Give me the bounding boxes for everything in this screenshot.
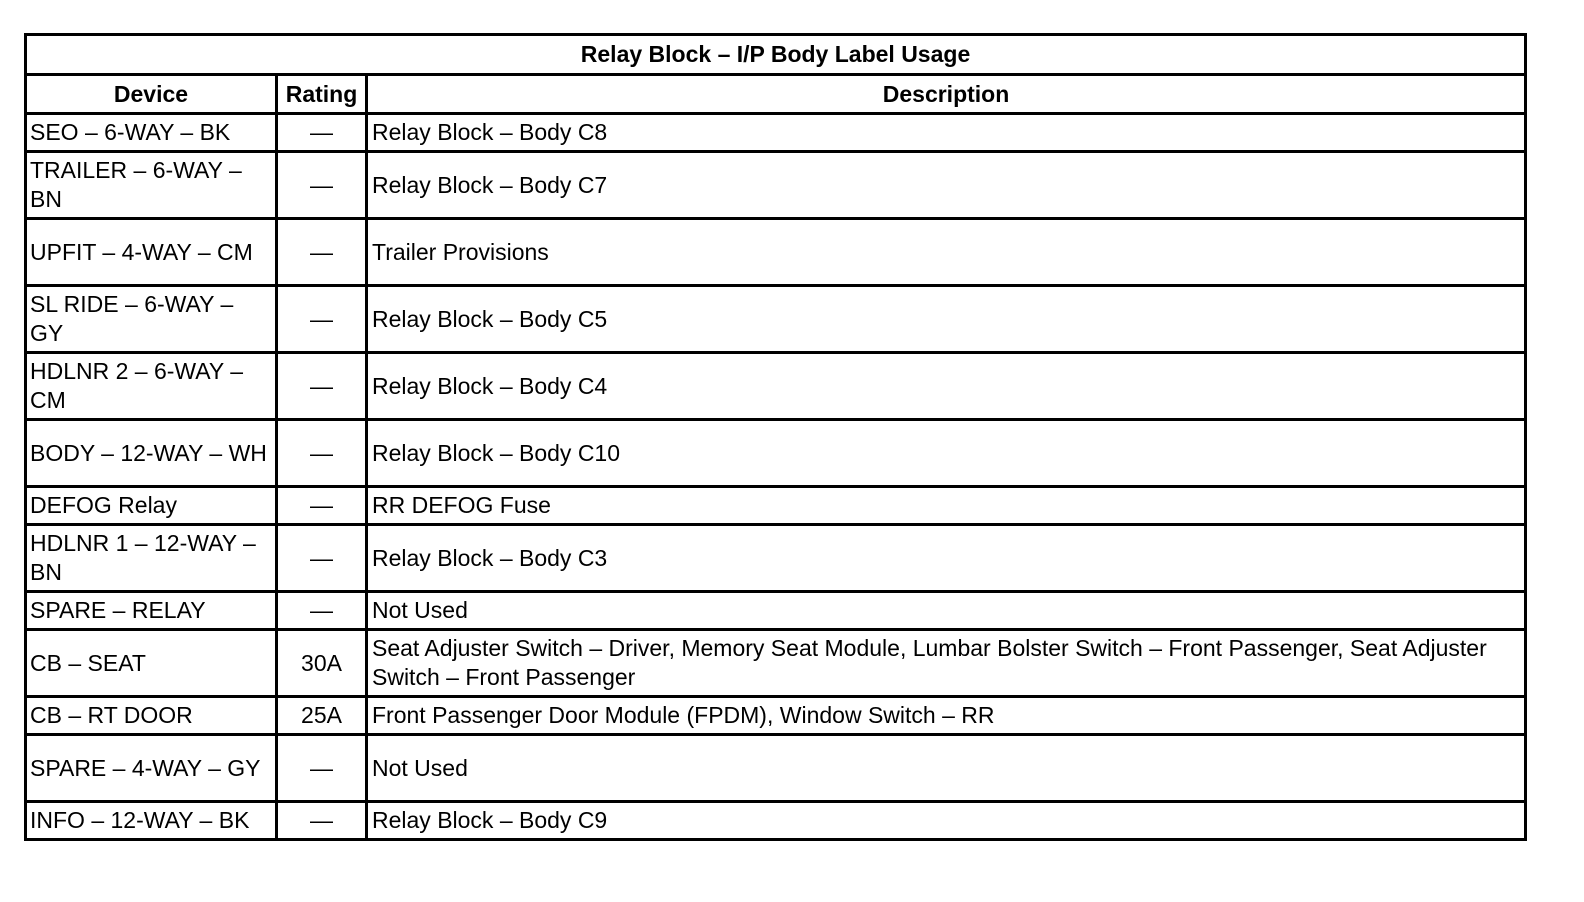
rating-cell: — [277,420,367,487]
table-title-row [26,35,1526,75]
rating-cell: — [277,219,367,286]
device-cell: INFO – 12-WAY – BK [26,802,277,840]
table-row [26,487,1526,525]
table-row [26,420,1526,487]
table-title: Relay Block – I/P Body Label Usage [26,35,1526,75]
column-header-description: Description [367,75,1526,114]
table-row [26,114,1526,152]
column-header-rating: Rating [277,75,367,114]
table-row [26,630,1526,697]
table-row [26,219,1526,286]
description-cell: Relay Block – Body C10 [367,420,1526,487]
description-cell: Relay Block – Body C9 [367,802,1526,840]
description-cell: Relay Block – Body C7 [367,152,1526,219]
description-cell: Not Used [367,735,1526,802]
relay-block-table-container [24,33,1524,841]
rating-cell: 30A [277,630,367,697]
table-row [26,802,1526,840]
rating-cell: — [277,525,367,592]
rating-cell: — [277,735,367,802]
table-row [26,353,1526,420]
description-cell: Relay Block – Body C5 [367,286,1526,353]
device-cell: HDLNR 1 – 12-WAY – BN [26,525,277,592]
column-header-device: Device [26,75,277,114]
rating-cell: — [277,114,367,152]
rating-cell: — [277,286,367,353]
relay-block-table [24,33,1527,841]
device-cell: SEO – 6-WAY – BK [26,114,277,152]
rating-cell: — [277,592,367,630]
description-cell: Seat Adjuster Switch – Driver, Memory Seat Module, Lumbar Bolster Switch – Front Passenger, Seat Adjuster Switch – Front Passenger [367,630,1526,697]
rating-cell: — [277,152,367,219]
device-cell: TRAILER – 6-WAY – BN [26,152,277,219]
device-cell: SPARE – 4-WAY – GY [26,735,277,802]
table-row [26,525,1526,592]
table-row [26,152,1526,219]
table-row [26,592,1526,630]
description-cell: Relay Block – Body C3 [367,525,1526,592]
rating-cell: 25A [277,697,367,735]
device-cell: CB – RT DOOR [26,697,277,735]
device-cell: UPFIT – 4-WAY – CM [26,219,277,286]
table-row [26,286,1526,353]
device-cell: HDLNR 2 – 6-WAY – CM [26,353,277,420]
device-cell: SL RIDE – 6-WAY – GY [26,286,277,353]
rating-cell: — [277,353,367,420]
device-cell: SPARE – RELAY [26,592,277,630]
device-cell: BODY – 12-WAY – WH [26,420,277,487]
description-cell: Not Used [367,592,1526,630]
description-cell: Trailer Provisions [367,219,1526,286]
description-cell: Relay Block – Body C8 [367,114,1526,152]
device-cell: DEFOG Relay [26,487,277,525]
device-cell: CB – SEAT [26,630,277,697]
rating-cell: — [277,487,367,525]
description-cell: Front Passenger Door Module (FPDM), Window Switch – RR [367,697,1526,735]
description-cell: RR DEFOG Fuse [367,487,1526,525]
table-row [26,697,1526,735]
table-header-row [26,75,1526,114]
table-row [26,735,1526,802]
description-cell: Relay Block – Body C4 [367,353,1526,420]
rating-cell: — [277,802,367,840]
